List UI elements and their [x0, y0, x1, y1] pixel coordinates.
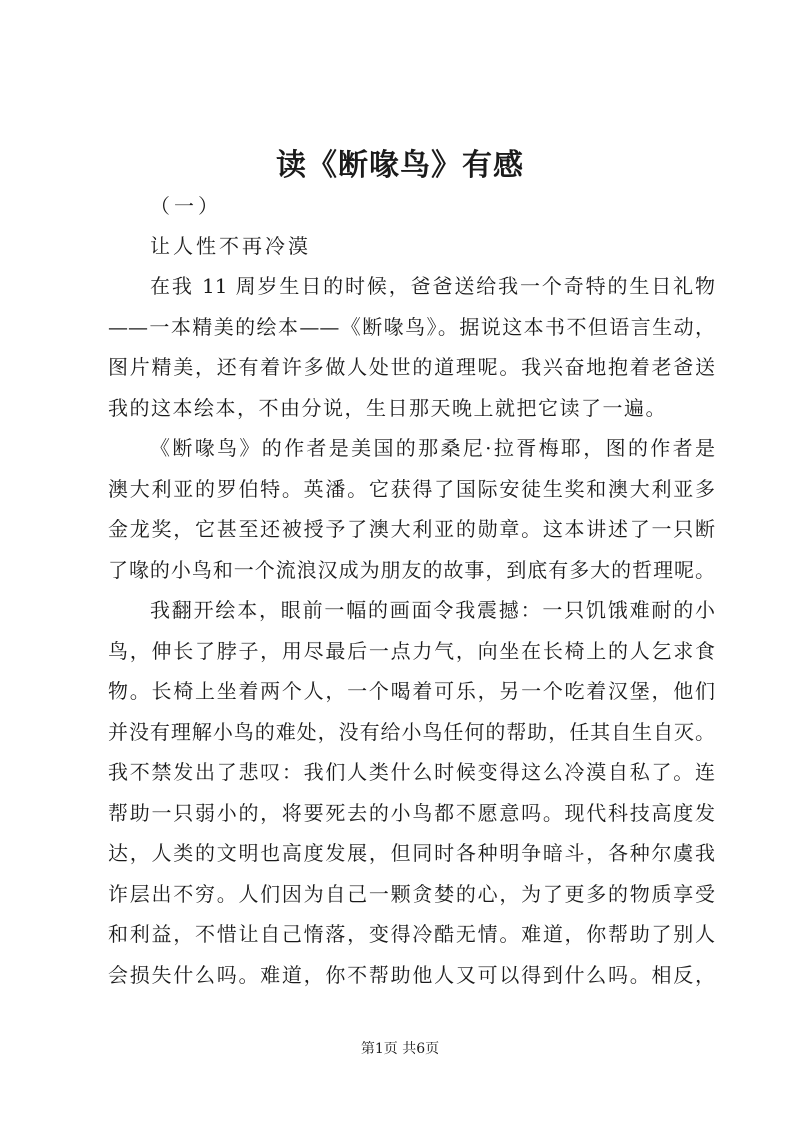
page-footer: 第1页 共6页 [360, 1041, 440, 1057]
text-line: 达，人类的文明也高度发展，但同时各种明争暗斗，各种尔虞我 [108, 841, 715, 865]
document-title: 读《断喙鸟》有感 [276, 148, 524, 183]
text-line: ——一本精美的绘本——《断喙鸟》。据说这本书不但语言生动， [108, 314, 715, 339]
text-line: 我不禁发出了悲叹：我们人类什么时候变得这么冷漠自私了。连 [108, 760, 715, 784]
subtitle: 让人性不再冷漠 [150, 234, 311, 258]
text-line: 鸟，伸长了脖子，用尽最后一点力气，向坐在长椅上的人乞求食 [108, 638, 715, 663]
section-number: （一） [150, 194, 222, 218]
text-line: 金龙奖，它甚至还被授予了澳大利亚的勋章。这本讲述了一只断 [108, 517, 715, 541]
text-line: 物。长椅上坐着两个人，一个喝着可乐，另一个吃着汉堡，他们 [108, 679, 715, 703]
text-line: 帮助一只弱小的，将要死去的小鸟都不愿意吗。现代科技高度发 [108, 800, 715, 825]
text-line: 和利益，不惜让自己惰落，变得冷酷无情。难道，你帮助了别人 [108, 922, 715, 946]
text-line: 我的这本绘本，不由分说，生日那天晚上就把它读了一遍。 [108, 395, 667, 420]
text-line: 我翻开绘本，眼前一幅的画面令我震撼：一只饥饿难耐的小 [150, 598, 715, 622]
text-line: 《断喙鸟》的作者是美国的那桑尼·拉胥梅耶，图的作者是 [150, 436, 715, 460]
paragraph [108, 428, 715, 590]
text-line: 会损失什么吗。难道，你不帮助他人又可以得到什么吗。相反， [108, 962, 715, 987]
paragraph [108, 590, 715, 995]
text-line: 了喙的小鸟和一个流浪汉成为朋友的故事，到底有多大的哲理呢。 [108, 557, 715, 582]
paragraph [108, 266, 715, 428]
text-line: 澳大利亚的罗伯特。英潘。它获得了国际安徒生奖和澳大利亚多 [108, 476, 715, 501]
text-line: 在我 11 周岁生日的时候，爸爸送给我一个奇特的生日礼物 [150, 274, 715, 298]
text-line: 图片精美，还有着许多做人处世的道理呢。我兴奋地抱着老爸送 [108, 355, 715, 379]
text-line: 诈层出不穷。人们因为自己一颗贪婪的心，为了更多的物质享受 [108, 881, 715, 906]
text-line: 并没有理解小鸟的难处，没有给小鸟任何的帮助，任其自生自灭。 [108, 719, 715, 744]
document-body [108, 266, 715, 995]
